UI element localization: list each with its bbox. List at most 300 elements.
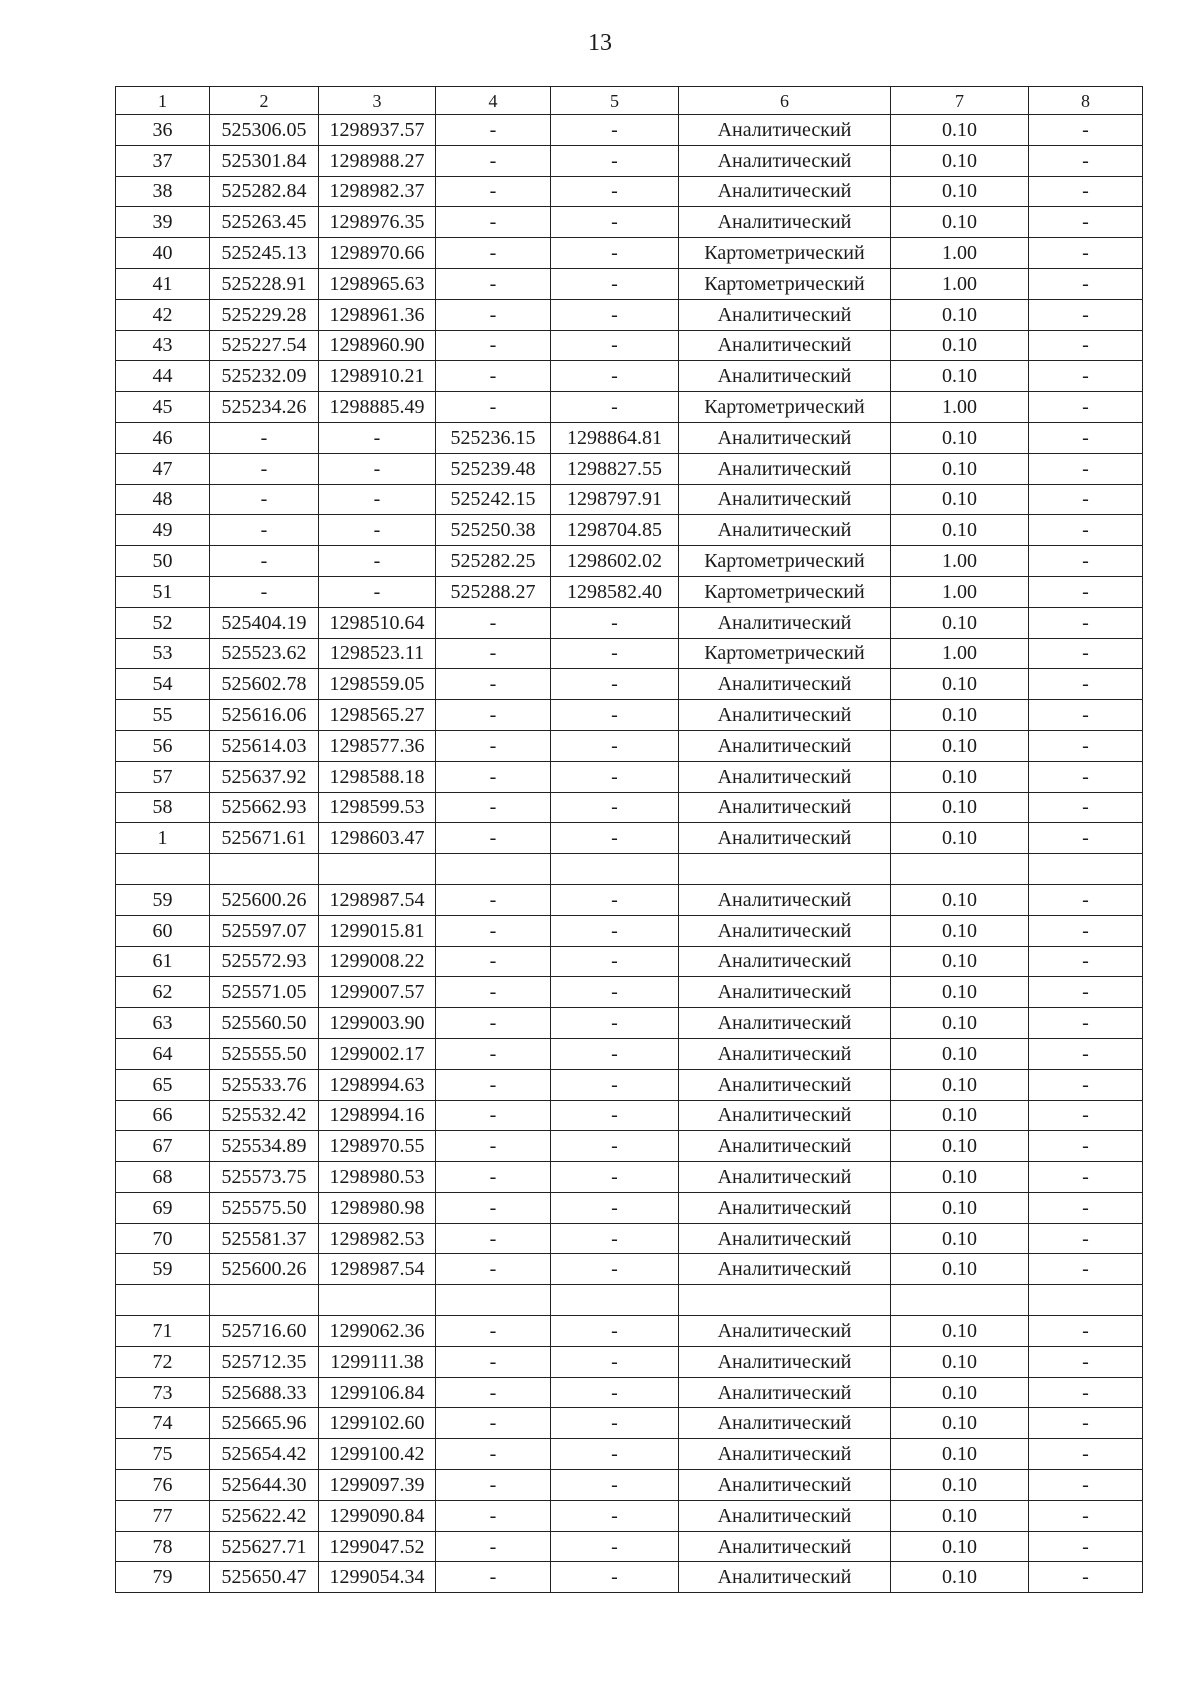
- table-cell: -: [1029, 1346, 1143, 1377]
- table-cell: -: [436, 1069, 551, 1100]
- table-cell: -: [436, 176, 551, 207]
- table-cell: 525654.42: [210, 1439, 319, 1470]
- table-row: [116, 1192, 1143, 1223]
- table-cell: -: [436, 669, 551, 700]
- table-cell: 78: [116, 1531, 210, 1562]
- table-cell: 0.10: [891, 1316, 1029, 1347]
- table-cell: 43: [116, 330, 210, 361]
- table-cell: -: [551, 1162, 679, 1193]
- table-cell: 59: [116, 884, 210, 915]
- table-cell: -: [436, 823, 551, 854]
- table-cell: 42: [116, 299, 210, 330]
- table-cell: 0.10: [891, 700, 1029, 731]
- table-cell: 72: [116, 1346, 210, 1377]
- column-header: 8: [1029, 87, 1143, 115]
- table-cell: 1298885.49: [319, 392, 436, 423]
- table-cell: 0.10: [891, 1562, 1029, 1593]
- table-row: [116, 700, 1143, 731]
- table-cell: 1298510.64: [319, 607, 436, 638]
- table-cell: 525671.61: [210, 823, 319, 854]
- table-cell: -: [551, 700, 679, 731]
- table-cell: -: [436, 207, 551, 238]
- table-cell: -: [551, 207, 679, 238]
- table-cell: -: [436, 392, 551, 423]
- table-cell: 1298937.57: [319, 115, 436, 146]
- table-cell: -: [1029, 1162, 1143, 1193]
- table-row: [116, 453, 1143, 484]
- table-row: [116, 884, 1143, 915]
- table-cell: 0.10: [891, 1223, 1029, 1254]
- table-cell: 0.10: [891, 299, 1029, 330]
- table-row: [116, 299, 1143, 330]
- column-header: 7: [891, 87, 1029, 115]
- table-cell: 50: [116, 546, 210, 577]
- table-cell: [679, 854, 891, 885]
- table-cell: 46: [116, 422, 210, 453]
- table-cell: 1298864.81: [551, 422, 679, 453]
- table-cell: 525600.26: [210, 884, 319, 915]
- table-cell: 54: [116, 669, 210, 700]
- table-cell: 0.10: [891, 1346, 1029, 1377]
- table-row: [116, 1470, 1143, 1501]
- table-cell: 60: [116, 915, 210, 946]
- table-cell: 0.10: [891, 792, 1029, 823]
- table-cell: 0.10: [891, 730, 1029, 761]
- table-cell: 0.10: [891, 823, 1029, 854]
- table-cell: -: [319, 453, 436, 484]
- table-cell: 0.10: [891, 1192, 1029, 1223]
- table-cell: 76: [116, 1470, 210, 1501]
- table-cell: -: [1029, 946, 1143, 977]
- table-cell: 1298960.90: [319, 330, 436, 361]
- table-cell: 525250.38: [436, 515, 551, 546]
- table-cell: 525560.50: [210, 1008, 319, 1039]
- table-cell: Аналитический: [679, 1192, 891, 1223]
- table-cell: -: [551, 1531, 679, 1562]
- table-cell: 525650.47: [210, 1562, 319, 1593]
- table-cell: 525533.76: [210, 1069, 319, 1100]
- table-cell: [319, 1285, 436, 1316]
- table-cell: -: [1029, 1562, 1143, 1593]
- table-cell: 1299008.22: [319, 946, 436, 977]
- table-cell: 1298523.11: [319, 638, 436, 669]
- table-cell: Аналитический: [679, 700, 891, 731]
- table-row: [116, 268, 1143, 299]
- table-cell: -: [1029, 884, 1143, 915]
- table-cell: Аналитический: [679, 977, 891, 1008]
- table-cell: -: [319, 484, 436, 515]
- table-cell: -: [1029, 546, 1143, 577]
- table-row: [116, 1408, 1143, 1439]
- table-row: [116, 1439, 1143, 1470]
- table-cell: 525616.06: [210, 700, 319, 731]
- table-cell: -: [436, 361, 551, 392]
- table-cell: 70: [116, 1223, 210, 1254]
- table-row: [116, 792, 1143, 823]
- table-cell: 65: [116, 1069, 210, 1100]
- table-cell: Аналитический: [679, 330, 891, 361]
- table-cell: -: [436, 1531, 551, 1562]
- table-cell: -: [551, 1008, 679, 1039]
- table-cell: 525229.28: [210, 299, 319, 330]
- table-cell: -: [1029, 823, 1143, 854]
- table-cell: -: [551, 238, 679, 269]
- table-cell: 39: [116, 207, 210, 238]
- table-cell: 37: [116, 145, 210, 176]
- table-cell: -: [436, 1408, 551, 1439]
- table-cell: -: [1029, 1470, 1143, 1501]
- table-cell: Картометрический: [679, 268, 891, 299]
- table-cell: 1299111.38: [319, 1346, 436, 1377]
- table-cell: Аналитический: [679, 1038, 891, 1069]
- table-cell: 1298982.53: [319, 1223, 436, 1254]
- table-cell: Аналитический: [679, 299, 891, 330]
- table-cell: 525581.37: [210, 1223, 319, 1254]
- table-cell: 0.10: [891, 915, 1029, 946]
- table-cell: Аналитический: [679, 730, 891, 761]
- table-row: [116, 238, 1143, 269]
- table-cell: 525404.19: [210, 607, 319, 638]
- table-cell: -: [436, 1346, 551, 1377]
- table-cell: -: [551, 977, 679, 1008]
- table-cell: -: [551, 1038, 679, 1069]
- table-cell: 1298559.05: [319, 669, 436, 700]
- table-cell: 0.10: [891, 422, 1029, 453]
- table-cell: 44: [116, 361, 210, 392]
- table-cell: [436, 1285, 551, 1316]
- table-cell: -: [210, 484, 319, 515]
- table-cell: -: [1029, 1531, 1143, 1562]
- table-cell: Картометрический: [679, 638, 891, 669]
- table-cell: -: [210, 422, 319, 453]
- table-cell: 49: [116, 515, 210, 546]
- table-cell: [1029, 854, 1143, 885]
- table-cell: 1298976.35: [319, 207, 436, 238]
- table-cell: -: [551, 792, 679, 823]
- table-row: [116, 669, 1143, 700]
- table-cell: -: [436, 1192, 551, 1223]
- table-cell: 1: [116, 823, 210, 854]
- table-cell: 0.10: [891, 1377, 1029, 1408]
- table-cell: 1299002.17: [319, 1038, 436, 1069]
- table-cell: 75: [116, 1439, 210, 1470]
- table-cell: Аналитический: [679, 1562, 891, 1593]
- table-cell: 67: [116, 1131, 210, 1162]
- table-cell: -: [551, 1500, 679, 1531]
- table-cell: -: [551, 1408, 679, 1439]
- table-cell: 0.10: [891, 453, 1029, 484]
- table-cell: [210, 854, 319, 885]
- table-cell: 77: [116, 1500, 210, 1531]
- table-cell: -: [319, 422, 436, 453]
- table-cell: 40: [116, 238, 210, 269]
- table-cell: 1298988.27: [319, 145, 436, 176]
- table-row: [116, 1162, 1143, 1193]
- table-cell: -: [1029, 1223, 1143, 1254]
- table-cell: 1298910.21: [319, 361, 436, 392]
- table-cell: Аналитический: [679, 1408, 891, 1439]
- table-cell: -: [551, 1316, 679, 1347]
- table-cell: -: [1029, 700, 1143, 731]
- table-cell: -: [551, 607, 679, 638]
- table-cell: 1298987.54: [319, 884, 436, 915]
- table-cell: 1298961.36: [319, 299, 436, 330]
- table-cell: -: [436, 607, 551, 638]
- table-cell: 0.10: [891, 1069, 1029, 1100]
- table-cell: 1298704.85: [551, 515, 679, 546]
- table-cell: 63: [116, 1008, 210, 1039]
- table-cell: Аналитический: [679, 422, 891, 453]
- column-header: 5: [551, 87, 679, 115]
- table-cell: 0.10: [891, 884, 1029, 915]
- table-cell: 525288.27: [436, 576, 551, 607]
- table-cell: -: [1029, 268, 1143, 299]
- table-cell: [210, 1285, 319, 1316]
- table-body: [116, 115, 1143, 1593]
- table-cell: -: [1029, 453, 1143, 484]
- table-cell: 525614.03: [210, 730, 319, 761]
- table-cell: 1298827.55: [551, 453, 679, 484]
- table-cell: 525688.33: [210, 1377, 319, 1408]
- table-cell: Аналитический: [679, 361, 891, 392]
- table-cell: -: [1029, 392, 1143, 423]
- table-row: [116, 1069, 1143, 1100]
- table-cell: Картометрический: [679, 392, 891, 423]
- table-cell: -: [1029, 730, 1143, 761]
- table-cell: -: [1029, 1408, 1143, 1439]
- table-cell: -: [1029, 1439, 1143, 1470]
- table-cell: [679, 1285, 891, 1316]
- table-cell: 38: [116, 176, 210, 207]
- table-cell: 1298577.36: [319, 730, 436, 761]
- table-cell: -: [551, 1562, 679, 1593]
- table-row: [116, 1223, 1143, 1254]
- table-cell: -: [319, 576, 436, 607]
- table-cell: -: [1029, 422, 1143, 453]
- table-cell: 525242.15: [436, 484, 551, 515]
- table-cell: 36: [116, 115, 210, 146]
- table-cell: -: [1029, 1069, 1143, 1100]
- table-cell: 1.00: [891, 268, 1029, 299]
- table-cell: -: [551, 1192, 679, 1223]
- table-cell: 1298987.54: [319, 1254, 436, 1285]
- table-cell: -: [436, 1100, 551, 1131]
- table-cell: -: [436, 1377, 551, 1408]
- table-cell: 0.10: [891, 145, 1029, 176]
- table-row: [116, 946, 1143, 977]
- table-cell: 525282.84: [210, 176, 319, 207]
- table-cell: 525306.05: [210, 115, 319, 146]
- table-cell: 66: [116, 1100, 210, 1131]
- table-cell: 1298980.53: [319, 1162, 436, 1193]
- table-cell: 41: [116, 268, 210, 299]
- table-cell: 62: [116, 977, 210, 1008]
- table-row: [116, 1008, 1143, 1039]
- table-cell: 525665.96: [210, 1408, 319, 1439]
- table-row: [116, 330, 1143, 361]
- table-cell: Аналитический: [679, 115, 891, 146]
- table-cell: Аналитический: [679, 1131, 891, 1162]
- column-header: 2: [210, 87, 319, 115]
- table-cell: 1299054.34: [319, 1562, 436, 1593]
- table-cell: -: [319, 515, 436, 546]
- table-cell: 525637.92: [210, 761, 319, 792]
- table-cell: -: [551, 115, 679, 146]
- table-row: [116, 484, 1143, 515]
- table-row: [116, 145, 1143, 176]
- table-cell: 1.00: [891, 638, 1029, 669]
- table-cell: 0.10: [891, 1100, 1029, 1131]
- table-cell: Аналитический: [679, 669, 891, 700]
- table-cell: -: [551, 1131, 679, 1162]
- table-cell: Аналитический: [679, 1162, 891, 1193]
- table-cell: 0.10: [891, 330, 1029, 361]
- table-cell: -: [551, 823, 679, 854]
- table-cell: 1299003.90: [319, 1008, 436, 1039]
- table-cell: Аналитический: [679, 946, 891, 977]
- table-cell: 0.10: [891, 1008, 1029, 1039]
- table-cell: Аналитический: [679, 1008, 891, 1039]
- table-cell: 1298588.18: [319, 761, 436, 792]
- table-cell: 1298599.53: [319, 792, 436, 823]
- table-cell: 525227.54: [210, 330, 319, 361]
- table-cell: -: [551, 1069, 679, 1100]
- table-cell: -: [1029, 792, 1143, 823]
- table-cell: -: [210, 453, 319, 484]
- table-cell: -: [551, 730, 679, 761]
- table-cell: 525236.15: [436, 422, 551, 453]
- column-header: 6: [679, 87, 891, 115]
- table-cell: -: [551, 761, 679, 792]
- table-cell: 1298970.66: [319, 238, 436, 269]
- table-cell: -: [436, 1254, 551, 1285]
- table-cell: -: [436, 792, 551, 823]
- table-row: [116, 392, 1143, 423]
- table-cell: 57: [116, 761, 210, 792]
- table-cell: 0.10: [891, 176, 1029, 207]
- table-cell: [116, 854, 210, 885]
- table-cell: -: [1029, 1316, 1143, 1347]
- table-cell: 525572.93: [210, 946, 319, 977]
- table-cell: -: [436, 1562, 551, 1593]
- table-cell: -: [551, 915, 679, 946]
- table-cell: 52: [116, 607, 210, 638]
- table-cell: Аналитический: [679, 484, 891, 515]
- table-cell: 1299062.36: [319, 1316, 436, 1347]
- table-cell: Аналитический: [679, 1500, 891, 1531]
- table-cell: 1299007.57: [319, 977, 436, 1008]
- table-cell: 525245.13: [210, 238, 319, 269]
- table-cell: 61: [116, 946, 210, 977]
- table-cell: -: [1029, 299, 1143, 330]
- table-cell: -: [436, 238, 551, 269]
- table-cell: -: [551, 145, 679, 176]
- table-cell: -: [210, 515, 319, 546]
- table-row: [116, 1531, 1143, 1562]
- table-cell: -: [436, 884, 551, 915]
- table-cell: Аналитический: [679, 823, 891, 854]
- table-row: [116, 1346, 1143, 1377]
- table-cell: Аналитический: [679, 1439, 891, 1470]
- table-cell: 58: [116, 792, 210, 823]
- table-cell: 0.10: [891, 1254, 1029, 1285]
- table-row: [116, 977, 1143, 1008]
- table-cell: -: [436, 1038, 551, 1069]
- table-cell: Аналитический: [679, 1470, 891, 1501]
- table-row: [116, 546, 1143, 577]
- table-cell: 525644.30: [210, 1470, 319, 1501]
- table-cell: 0.10: [891, 761, 1029, 792]
- table-cell: 0.10: [891, 207, 1029, 238]
- table-row: [116, 730, 1143, 761]
- table-row: [116, 854, 1143, 885]
- table-cell: 1298582.40: [551, 576, 679, 607]
- table-cell: -: [551, 884, 679, 915]
- table-cell: 525555.50: [210, 1038, 319, 1069]
- table-cell: -: [436, 915, 551, 946]
- table-cell: -: [436, 115, 551, 146]
- table-cell: -: [1029, 176, 1143, 207]
- table-cell: 1298980.98: [319, 1192, 436, 1223]
- table-cell: -: [1029, 638, 1143, 669]
- table-cell: Аналитический: [679, 453, 891, 484]
- table-cell: 69: [116, 1192, 210, 1223]
- table-row: [116, 1316, 1143, 1347]
- table-cell: 525622.42: [210, 1500, 319, 1531]
- table-cell: -: [210, 576, 319, 607]
- table-cell: -: [1029, 1008, 1143, 1039]
- table-row: [116, 1500, 1143, 1531]
- table-cell: -: [436, 700, 551, 731]
- table-cell: [551, 854, 679, 885]
- table-cell: 1298970.55: [319, 1131, 436, 1162]
- table-cell: -: [319, 546, 436, 577]
- table-cell: -: [436, 977, 551, 1008]
- table-cell: -: [1029, 145, 1143, 176]
- table-cell: 59: [116, 1254, 210, 1285]
- table-cell: -: [551, 1470, 679, 1501]
- table-cell: 1.00: [891, 392, 1029, 423]
- table-cell: [319, 854, 436, 885]
- table-cell: -: [436, 946, 551, 977]
- table-cell: -: [436, 1008, 551, 1039]
- table-cell: 79: [116, 1562, 210, 1593]
- table-cell: -: [551, 392, 679, 423]
- table-cell: -: [436, 730, 551, 761]
- table-cell: -: [436, 1162, 551, 1193]
- table-cell: 1298603.47: [319, 823, 436, 854]
- table-cell: -: [436, 1500, 551, 1531]
- table-cell: Картометрический: [679, 238, 891, 269]
- table-cell: Аналитический: [679, 207, 891, 238]
- table-cell: -: [1029, 1100, 1143, 1131]
- table-cell: 0.10: [891, 1470, 1029, 1501]
- table-cell: -: [551, 638, 679, 669]
- table-cell: 53: [116, 638, 210, 669]
- table-cell: -: [551, 1100, 679, 1131]
- table-cell: -: [436, 1131, 551, 1162]
- column-header: 3: [319, 87, 436, 115]
- table-cell: 525597.07: [210, 915, 319, 946]
- table-cell: Аналитический: [679, 607, 891, 638]
- table-cell: -: [1029, 669, 1143, 700]
- table-cell: 56: [116, 730, 210, 761]
- table-row: [116, 1038, 1143, 1069]
- table-cell: 525534.89: [210, 1131, 319, 1162]
- table-cell: -: [551, 1439, 679, 1470]
- table-cell: 525263.45: [210, 207, 319, 238]
- table-cell: 525301.84: [210, 145, 319, 176]
